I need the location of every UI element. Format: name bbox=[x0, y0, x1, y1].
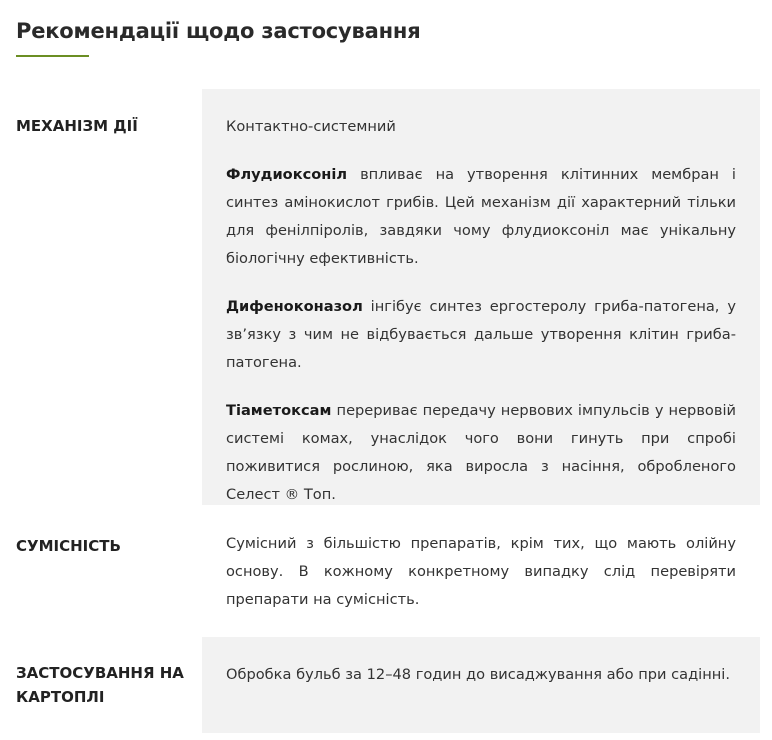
row-content-compatibility bbox=[202, 505, 760, 637]
table-row-compatibility bbox=[0, 505, 772, 637]
ingredient-description: інгібує синтез ергостеролу гриба-патогена, у зв’язку з чим не відбувається дальше утворення клітин гриба-патогена. bbox=[226, 298, 736, 371]
ingredient-paragraph bbox=[226, 293, 736, 377]
ingredient-name: Тіаметоксам bbox=[226, 402, 332, 419]
row-label-compatibility: СУМІСНІСТЬ bbox=[16, 537, 121, 555]
title-underline bbox=[16, 55, 89, 57]
potato-text: Обробка бульб за 12–48 годин до висаджування або при садінні. bbox=[226, 666, 731, 683]
ingredient-paragraph bbox=[226, 161, 736, 273]
ingredient-description: впливає на утворення клітинних мембран і синтез амінокислот грибів. Цей механізм дії характерний тільки для фенілпіролів, завдяки чому флудиоксоніл має унікальну біологічну ефективність. bbox=[226, 166, 736, 267]
ingredient-description: перериває передачу нервових імпульсів у нервовій системі комах, унаслідок чого вони гинуть при спробі поживитися рослиною, яка виросла з насіння, обробленого Селест ® Топ. bbox=[226, 402, 736, 503]
recommendations-table bbox=[0, 89, 772, 733]
table-row-mechanism bbox=[0, 89, 772, 505]
table-row-potato bbox=[0, 637, 772, 733]
row-label-mechanism: МЕХАНІЗМ ДІЇ bbox=[16, 117, 138, 135]
section-title: Рекомендації щодо застосування bbox=[16, 19, 421, 43]
mechanism-intro: Контактно-системний bbox=[226, 118, 396, 135]
ingredient-name: Флудиоксоніл bbox=[226, 166, 348, 183]
row-label-potato: ЗАСТОСУВАННЯ НА КАРТОПЛІ bbox=[16, 664, 184, 706]
row-content-mechanism bbox=[202, 89, 760, 505]
compatibility-text: Сумісний з більшістю препаратів, крім тих, що мають олійну основу. В кожному конкретному випадку слід перевіряти препарати на сумісність. bbox=[226, 535, 736, 608]
ingredient-paragraph bbox=[226, 397, 736, 509]
ingredient-name: Дифеноконазол bbox=[226, 298, 363, 315]
row-content-potato bbox=[202, 637, 760, 733]
